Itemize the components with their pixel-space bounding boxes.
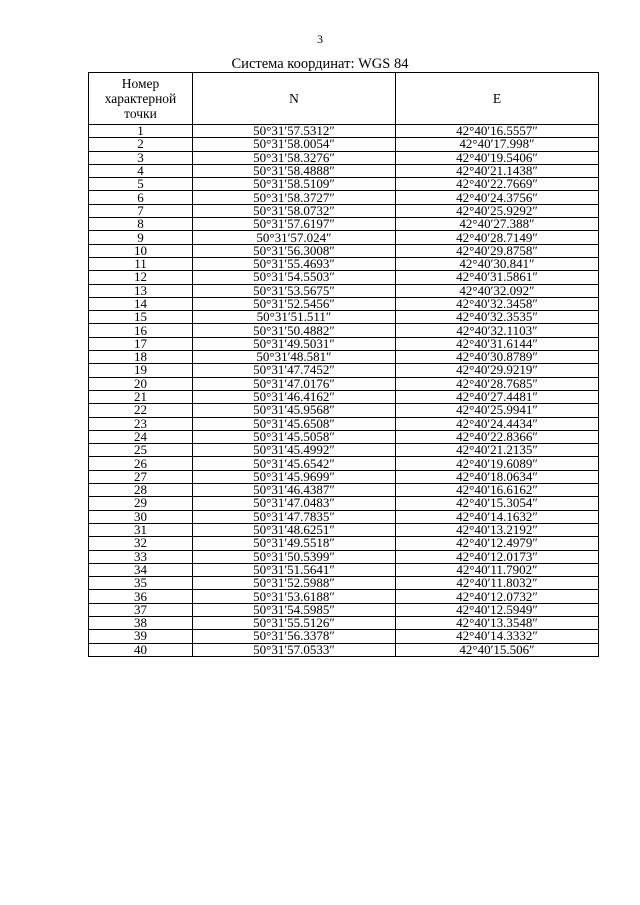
cell-n: 50°31′57.0533″ (193, 643, 396, 656)
table-row (89, 204, 599, 217)
cell-point-number: 38 (89, 616, 193, 629)
cell-n: 50°31′47.7452″ (193, 364, 396, 377)
cell-e: 42°40′27.388″ (396, 218, 599, 231)
cell-point-number: 24 (89, 430, 193, 443)
cell-point-number: 23 (89, 417, 193, 430)
cell-e: 42°40′14.1632″ (396, 510, 599, 523)
cell-n: 50°31′54.5985″ (193, 603, 396, 616)
cell-e: 42°40′11.7902″ (396, 563, 599, 576)
cell-point-number: 14 (89, 297, 193, 310)
cell-n: 50°31′58.0054″ (193, 138, 396, 151)
cell-point-number: 8 (89, 218, 193, 231)
cell-e: 42°40′12.0732″ (396, 590, 599, 603)
cell-n: 50°31′57.6197″ (193, 218, 396, 231)
cell-n: 50°31′51.511″ (193, 311, 396, 324)
cell-point-number: 11 (89, 257, 193, 270)
table-row (89, 550, 599, 563)
cell-point-number: 28 (89, 484, 193, 497)
table-row (89, 324, 599, 337)
cell-point-number: 19 (89, 364, 193, 377)
cell-n: 50°31′48.581″ (193, 351, 396, 364)
cell-point-number: 37 (89, 603, 193, 616)
cell-n: 50°31′47.0176″ (193, 377, 396, 390)
cell-point-number: 21 (89, 390, 193, 403)
cell-point-number: 39 (89, 630, 193, 643)
table-row (89, 164, 599, 177)
cell-e: 42°40′12.4979″ (396, 537, 599, 550)
header-n: N (193, 73, 396, 125)
table-row (89, 444, 599, 457)
header-point-number: Номер характерной точки (89, 73, 193, 125)
cell-n: 50°31′58.3276″ (193, 151, 396, 164)
cell-e: 42°40′18.0634″ (396, 470, 599, 483)
table-row (89, 537, 599, 550)
table-row (89, 577, 599, 590)
cell-n: 50°31′45.5058″ (193, 430, 396, 443)
table-row (89, 191, 599, 204)
cell-n: 50°31′48.6251″ (193, 523, 396, 536)
page-number: 3 (317, 32, 323, 46)
cell-n: 50°31′47.0483″ (193, 497, 396, 510)
cell-point-number: 4 (89, 164, 193, 177)
cell-e: 42°40′12.0173″ (396, 550, 599, 563)
cell-point-number: 33 (89, 550, 193, 563)
cell-n: 50°31′58.3727″ (193, 191, 396, 204)
cell-n: 50°31′56.3378″ (193, 630, 396, 643)
cell-point-number: 5 (89, 178, 193, 191)
cell-point-number: 31 (89, 523, 193, 536)
cell-n: 50°31′50.4882″ (193, 324, 396, 337)
cell-point-number: 35 (89, 577, 193, 590)
table-row (89, 178, 599, 191)
cell-e: 42°40′16.5557″ (396, 125, 599, 138)
cell-e: 42°40′32.092″ (396, 284, 599, 297)
cell-n: 50°31′57.5312″ (193, 125, 396, 138)
table-row (89, 484, 599, 497)
cell-point-number: 25 (89, 444, 193, 457)
table-row (89, 430, 599, 443)
cell-n: 50°31′51.5641″ (193, 563, 396, 576)
table-row (89, 643, 599, 656)
header-e: E (396, 73, 599, 125)
cell-n: 50°31′52.5988″ (193, 577, 396, 590)
table-row (89, 563, 599, 576)
cell-n: 50°31′57.024″ (193, 231, 396, 244)
table-row (89, 125, 599, 138)
cell-n: 50°31′53.6188″ (193, 590, 396, 603)
cell-e: 42°40′17.998″ (396, 138, 599, 151)
cell-n: 50°31′58.0732″ (193, 204, 396, 217)
cell-point-number: 40 (89, 643, 193, 656)
cell-point-number: 9 (89, 231, 193, 244)
table-row (89, 311, 599, 324)
cell-e: 42°40′29.8758″ (396, 244, 599, 257)
cell-n: 50°31′49.5518″ (193, 537, 396, 550)
table-row (89, 630, 599, 643)
table-row (89, 244, 599, 257)
cell-point-number: 26 (89, 457, 193, 470)
cell-point-number: 15 (89, 311, 193, 324)
table-row (89, 523, 599, 536)
table-row (89, 603, 599, 616)
cell-e: 42°40′15.506″ (396, 643, 599, 656)
cell-e: 42°40′19.6089″ (396, 457, 599, 470)
cell-e: 42°40′16.6162″ (396, 484, 599, 497)
coordinate-system-caption: Система координат: WGS 84 (231, 56, 409, 72)
cell-n: 50°31′49.5031″ (193, 337, 396, 350)
cell-e: 42°40′22.8366″ (396, 430, 599, 443)
cell-e: 42°40′28.7685″ (396, 377, 599, 390)
table-row (89, 390, 599, 403)
table-row (89, 417, 599, 430)
cell-point-number: 30 (89, 510, 193, 523)
cell-n: 50°31′45.6508″ (193, 417, 396, 430)
cell-point-number: 34 (89, 563, 193, 576)
cell-e: 42°40′19.5406″ (396, 151, 599, 164)
cell-e: 42°40′32.3535″ (396, 311, 599, 324)
cell-n: 50°31′45.6542″ (193, 457, 396, 470)
cell-point-number: 1 (89, 125, 193, 138)
cell-e: 42°40′31.6144″ (396, 337, 599, 350)
cell-e: 42°40′32.3458″ (396, 297, 599, 310)
cell-point-number: 17 (89, 337, 193, 350)
cell-point-number: 16 (89, 324, 193, 337)
table-row (89, 497, 599, 510)
table-row (89, 351, 599, 364)
table-row (89, 284, 599, 297)
cell-e: 42°40′21.2135″ (396, 444, 599, 457)
cell-n: 50°31′45.4992″ (193, 444, 396, 457)
cell-e: 42°40′29.9219″ (396, 364, 599, 377)
cell-e: 42°40′13.2192″ (396, 523, 599, 536)
cell-n: 50°31′55.5126″ (193, 616, 396, 629)
cell-point-number: 29 (89, 497, 193, 510)
cell-point-number: 13 (89, 284, 193, 297)
cell-point-number: 12 (89, 271, 193, 284)
table-header (89, 73, 599, 125)
cell-n: 50°31′58.5109″ (193, 178, 396, 191)
cell-e: 42°40′13.3548″ (396, 616, 599, 629)
table-row (89, 297, 599, 310)
cell-e: 42°40′12.5949″ (396, 603, 599, 616)
cell-e: 42°40′11.8032″ (396, 577, 599, 590)
cell-point-number: 10 (89, 244, 193, 257)
table-row (89, 138, 599, 151)
coordinates-table (88, 72, 599, 657)
table-row (89, 364, 599, 377)
table-row (89, 404, 599, 417)
cell-n: 50°31′46.4387″ (193, 484, 396, 497)
table-row (89, 470, 599, 483)
cell-n: 50°31′53.5675″ (193, 284, 396, 297)
cell-point-number: 3 (89, 151, 193, 164)
cell-e: 42°40′30.8789″ (396, 351, 599, 364)
cell-n: 50°31′55.4693″ (193, 257, 396, 270)
cell-point-number: 27 (89, 470, 193, 483)
cell-point-number: 6 (89, 191, 193, 204)
table-row (89, 257, 599, 270)
header-row (89, 73, 599, 125)
cell-n: 50°31′45.9699″ (193, 470, 396, 483)
cell-e: 42°40′25.9292″ (396, 204, 599, 217)
table-row (89, 151, 599, 164)
cell-n: 50°31′50.5399″ (193, 550, 396, 563)
table-row (89, 616, 599, 629)
cell-e: 42°40′22.7669″ (396, 178, 599, 191)
cell-e: 42°40′30.841″ (396, 257, 599, 270)
cell-point-number: 36 (89, 590, 193, 603)
cell-point-number: 7 (89, 204, 193, 217)
table-row (89, 231, 599, 244)
cell-point-number: 22 (89, 404, 193, 417)
cell-e: 42°40′28.7149″ (396, 231, 599, 244)
cell-n: 50°31′47.7835″ (193, 510, 396, 523)
table-row (89, 457, 599, 470)
cell-n: 50°31′45.9568″ (193, 404, 396, 417)
table-row (89, 510, 599, 523)
cell-e: 42°40′24.4434″ (396, 417, 599, 430)
cell-n: 50°31′56.3008″ (193, 244, 396, 257)
cell-n: 50°31′52.5456″ (193, 297, 396, 310)
cell-e: 42°40′21.1438″ (396, 164, 599, 177)
cell-n: 50°31′54.5503″ (193, 271, 396, 284)
table-row (89, 271, 599, 284)
cell-n: 50°31′46.4162″ (193, 390, 396, 403)
table-body (89, 125, 599, 657)
cell-point-number: 20 (89, 377, 193, 390)
cell-e: 42°40′32.1103″ (396, 324, 599, 337)
cell-point-number: 2 (89, 138, 193, 151)
cell-e: 42°40′15.3054″ (396, 497, 599, 510)
cell-n: 50°31′58.4888″ (193, 164, 396, 177)
table-row (89, 337, 599, 350)
cell-e: 42°40′25.9941″ (396, 404, 599, 417)
cell-e: 42°40′27.4481″ (396, 390, 599, 403)
table-row (89, 218, 599, 231)
cell-point-number: 32 (89, 537, 193, 550)
cell-e: 42°40′24.3756″ (396, 191, 599, 204)
table-row (89, 590, 599, 603)
cell-point-number: 18 (89, 351, 193, 364)
cell-e: 42°40′31.5861″ (396, 271, 599, 284)
cell-e: 42°40′14.3332″ (396, 630, 599, 643)
table-row (89, 377, 599, 390)
